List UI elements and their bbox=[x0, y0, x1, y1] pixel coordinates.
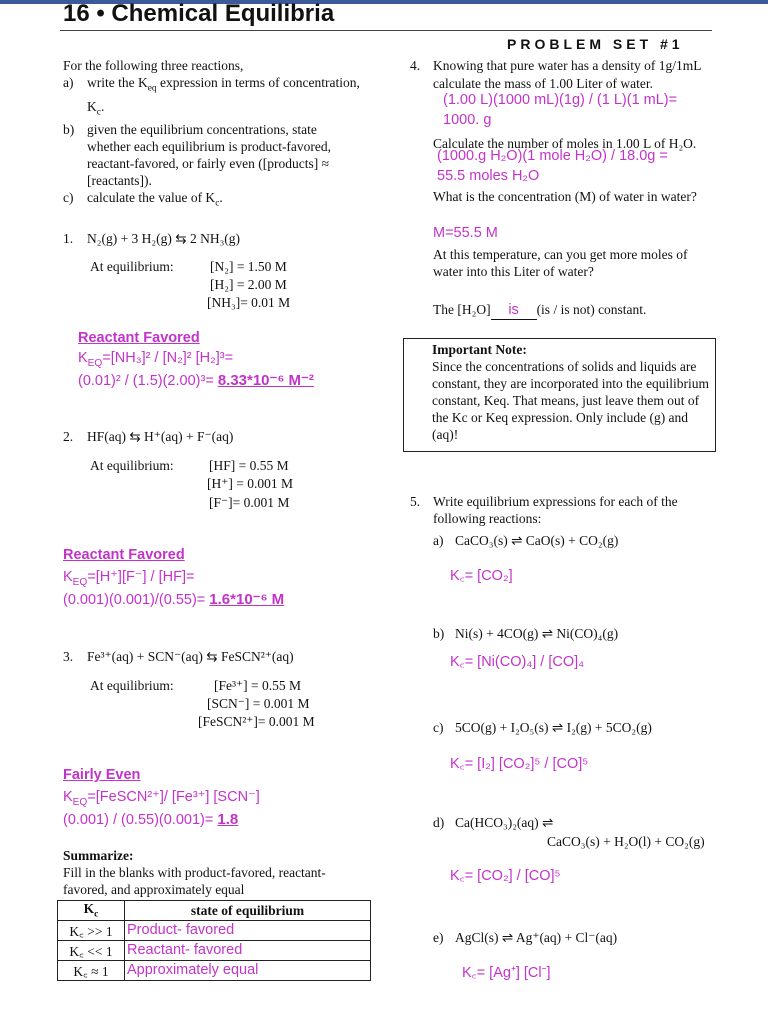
p5b-answer: K꜀= [Ni(CO)₄] / [CO]₄ bbox=[450, 654, 585, 670]
p3-conc-fescn: [FeSCN²⁺]= 0.001 M bbox=[198, 714, 315, 729]
p2-answer-label: Reactant Favored bbox=[63, 547, 185, 563]
p1-conc-h2: [H₂] = 2.00 M bbox=[210, 277, 287, 292]
p3-answer-result: 1.8 bbox=[217, 811, 239, 828]
p3-answer-line2: (0.001) / (0.55)(0.001)= 1.8 bbox=[63, 811, 239, 828]
p2-conc-f: [F⁻]= 0.001 M bbox=[209, 495, 290, 510]
p2-number: 2. bbox=[63, 429, 74, 444]
p3-conc-scn: [SCN⁻] = 0.001 M bbox=[207, 696, 310, 711]
p4-q2: Calculate the number of moles in 1.00 L of H₂O. bbox=[433, 136, 697, 151]
p4-q5: The [H₂O] is (is / is not) constant. bbox=[433, 302, 647, 318]
summary-k-cell: K꜀ << 1 bbox=[58, 941, 125, 961]
p1-conc-nh3: [NH₃]= 0.01 M bbox=[207, 295, 291, 310]
p4-a3: M=55.5 M bbox=[433, 225, 498, 241]
p5e-reaction: AgCl(s) ⇌ Ag⁺(aq) + Cl⁻(aq) bbox=[455, 930, 618, 945]
intro-b-text: given the equilibrium concentrations, state whether each equilibrium is product-favored, reactant-favored, or fairly even ([products] ≈ [reactants]). bbox=[87, 122, 332, 189]
summary-text: Fill in the blanks with product-favored, reactant-favored, and approximately equal bbox=[63, 865, 326, 897]
title-rule bbox=[60, 30, 712, 31]
summary-header-row bbox=[58, 901, 371, 921]
p5a-reaction: CaCO₃(s) ⇌ CaO(s) + CO₂(g) bbox=[455, 533, 619, 548]
summary-heading: Summarize: bbox=[63, 848, 134, 863]
p1-number: 1. bbox=[63, 231, 74, 246]
note-text: Since the concentrations of solids and liquids are constant, they are incorporated into the equilibrium constant, Keq. That means, just leave them out of the Kc or Keq expression. Only include (g) and (aq)! bbox=[432, 359, 710, 442]
p3-conc-fe: [Fe³⁺] = 0.55 M bbox=[214, 678, 302, 693]
intro-item-a: a) write the $K_{eq}$ expression in terms of concentration, $K_c$. bbox=[63, 75, 360, 118]
p1-answer-result: 8.33*10⁻⁶ M⁻² bbox=[217, 372, 314, 389]
p4-a2: (1000.g H₂O)(1 mole H₂O) / 18.0g = bbox=[437, 148, 668, 164]
p2-conc-h: [H⁺] = 0.001 M bbox=[207, 476, 293, 491]
summary-col-state: state of equilibrium bbox=[125, 901, 371, 921]
intro-lead: For the following three reactions, bbox=[63, 58, 244, 73]
p5d-label: d) bbox=[433, 815, 445, 830]
p3-answer-label: Fairly Even bbox=[63, 767, 141, 783]
p5c-label: c) bbox=[433, 720, 444, 735]
p1-answer-line1: $K_{EQ}=[NH_3]^2 / [N_2]^2$ [H₂]³= bbox=[78, 350, 234, 369]
p4-q4: At this temperature, can you get more moles of water into this Liter of water? bbox=[433, 247, 688, 279]
p4-a1: (1.00 L)(1000 mL)(1g) / (1 L)(1 mL)= bbox=[443, 92, 678, 108]
intro-c-text: calculate the value of K bbox=[87, 190, 216, 206]
summary-row bbox=[58, 961, 371, 981]
p5a-label: a) bbox=[433, 533, 444, 548]
p5b-label: b) bbox=[433, 626, 445, 641]
summary-row bbox=[58, 941, 371, 961]
summary-col-k: $K_c$ bbox=[58, 901, 125, 921]
p3-at-equilibrium: At equilibrium: bbox=[90, 678, 174, 693]
intro-a-sub2: c bbox=[96, 107, 101, 118]
p5c-reaction: 5CO(g) + I₂O₅(s) ⇌ I₂(g) + 5CO₂(g) bbox=[455, 720, 652, 735]
p5d-answer: K꜀= [CO₂] / [CO]⁵ bbox=[450, 868, 561, 884]
p5e-answer: K꜀= [Ag⁺] [Cl⁻] bbox=[462, 965, 551, 981]
summary-k-cell: K꜀ >> 1 bbox=[58, 921, 125, 941]
p1-conc-n2: [N₂] = 1.50 M bbox=[210, 259, 287, 274]
p5-number: 5. bbox=[410, 494, 421, 509]
note-heading: Important Note: bbox=[432, 342, 527, 357]
p4-a2b: 55.5 moles H₂O bbox=[437, 168, 540, 184]
p5-question: Write equilibrium expressions for each of the following reactions: bbox=[433, 494, 678, 526]
p5d-reaction: Ca(HCO₃)₂(aq) ⇌ bbox=[455, 815, 554, 830]
p3-reaction: Fe³⁺(aq) + SCN⁻(aq) ⇆ FeSCN²⁺(aq) bbox=[87, 649, 294, 664]
important-note-box bbox=[403, 338, 716, 452]
summary-k-cell: K꜀ ≈ 1 bbox=[58, 961, 125, 981]
p2-at-equilibrium: At equilibrium: bbox=[90, 458, 174, 473]
p3-number: 3. bbox=[63, 649, 74, 664]
intro-block bbox=[63, 57, 363, 213]
p4-q3: What is the concentration (M) of water in water? bbox=[433, 189, 697, 204]
p4-a1b: 1000. g bbox=[443, 112, 492, 128]
p2-reaction: HF(aq) ⇆ H⁺(aq) + F⁻(aq) bbox=[87, 429, 234, 444]
page-title: 16 • Chemical Equilibria bbox=[63, 0, 335, 27]
summary-state-cell: Product- favored bbox=[125, 921, 371, 941]
intro-a-rest: expression in terms of concentration, K bbox=[87, 75, 360, 114]
p4-number: 4. bbox=[410, 58, 421, 73]
summary-row bbox=[58, 921, 371, 941]
p4-q1: Knowing that pure water has a density of 1g/1mL bbox=[433, 58, 702, 73]
p1-answer-label: Reactant Favored bbox=[78, 330, 200, 346]
intro-item-c: c) calculate the value of $K_c$. bbox=[63, 190, 223, 210]
p1-reaction: N₂(g) + 3 H₂(g) ⇆ 2 NH₃(g) bbox=[87, 231, 241, 246]
intro-a-text: write the K bbox=[87, 75, 148, 90]
p5a-answer: K꜀= [CO₂] bbox=[450, 568, 513, 584]
p1-answer-line2: (0.01)² / (1.5)(2.00)³= 8.33*10⁻⁶ M⁻² bbox=[78, 372, 314, 389]
p4-q5-blank: is bbox=[491, 302, 537, 320]
p5c-answer: K꜀= [I₂] [CO₂]⁵ / [CO]⁵ bbox=[450, 756, 589, 772]
p5d-reaction-line2: CaCO₃(s) + H₂O(l) + CO₂(g) bbox=[547, 834, 705, 849]
p3-answer-line1: $K_{EQ}=[FeSCN^{2+}]/$ [Fe³⁺] [SCN⁻] bbox=[63, 789, 260, 808]
summary-table bbox=[57, 900, 371, 981]
p2-conc-hf: [HF] = 0.55 M bbox=[209, 458, 289, 473]
p4-q1b: calculate the mass of 1.00 Liter of water. bbox=[433, 76, 654, 91]
intro-a-sub: eq bbox=[147, 83, 157, 94]
p5e-label: e) bbox=[433, 930, 444, 945]
summary-state-cell: Reactant- favored bbox=[125, 941, 371, 961]
p2-answer-result: 1.6*10⁻⁶ M bbox=[209, 591, 285, 608]
p1-at-equilibrium: At equilibrium: bbox=[90, 259, 174, 274]
p5b-reaction: Ni(s) + 4CO(g) ⇌ Ni(CO)₄(g) bbox=[455, 626, 619, 641]
p2-answer-line2: (0.001)(0.001)/(0.55)= 1.6*10⁻⁶ M bbox=[63, 591, 285, 608]
summary-state-cell: Approximately equal bbox=[125, 961, 371, 981]
intro-item-b: b) given the equilibrium concentrations, state whether each equilibrium is product-favored, reactant-favored, or fairly even ([products] ≈ [reactants]). bbox=[63, 122, 332, 189]
problem-set-label: PROBLEM SET #1 bbox=[507, 36, 684, 52]
p2-answer-line1: $K_{EQ}=[H^+][F^-] / [HF]=$ bbox=[63, 569, 195, 588]
intro-c-sub: c bbox=[215, 199, 220, 210]
